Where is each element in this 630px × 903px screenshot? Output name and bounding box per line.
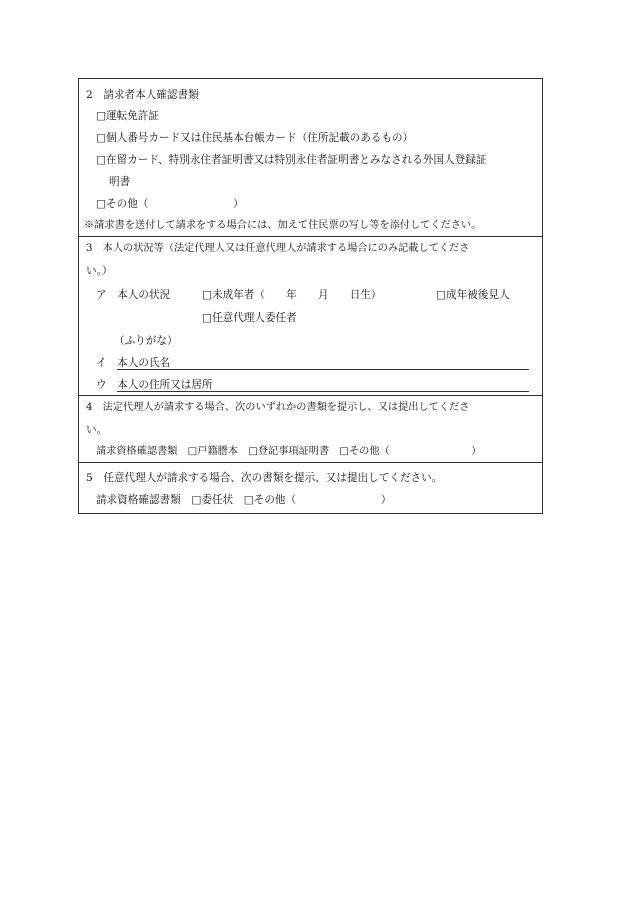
residence-card-continuation: 明書 <box>109 176 131 188</box>
section-4-heading-cont: い。 <box>86 424 108 436</box>
mail-request-note: ※請求書を送付して請求をする場合には、加えて住民票の写し等を添付してください。 <box>84 220 482 231</box>
section-2-heading: 2 請求者本人確認書類 <box>86 89 199 101</box>
section-3-heading-cont: い。） <box>86 265 113 277</box>
section-3-heading: 3 本人の状況等（法定代理人又は任意代理人が請求する場合にのみ記載してくださ <box>86 243 470 254</box>
principal-address-label: ウ 本人の住所又は居所 <box>96 379 213 391</box>
legal-agent-docs-line[interactable]: 請求資格確認書類 □戸籍謄本 □登記事項証明書 □その他（ ） <box>96 446 482 457</box>
principal-name-label: イ 本人の氏名 <box>96 357 171 369</box>
checkbox-adult-ward[interactable]: □成年被後見人 <box>436 289 510 301</box>
checkbox-minor[interactable]: □未成年者（ 年 月 日生） <box>202 289 382 301</box>
principal-status-label: ア 本人の状況 <box>96 289 171 301</box>
checkbox-other-id[interactable]: □その他（ ） <box>96 198 244 210</box>
checkbox-my-number-card[interactable]: □個人番号カード又は住民基本台帳カード（住所記載のあるもの） <box>96 132 414 144</box>
section-4-heading: 4 法定代理人が請求する場合、次のいずれかの書類を提示し、又は提出してくださ <box>86 402 470 413</box>
divider-3-4 <box>79 395 542 396</box>
principal-address-field[interactable] <box>117 391 529 392</box>
divider-2-3 <box>79 236 542 237</box>
checkbox-residence-card[interactable]: □在留カード、特別永住者証明書又は特別永住者証明書とみなされる外国人登録証 <box>96 154 487 166</box>
principal-name-field[interactable] <box>117 369 529 370</box>
checkbox-drivers-license[interactable]: □運転免許証 <box>96 110 159 122</box>
form-frame <box>78 78 543 514</box>
section-5-heading: 5 任意代理人が請求する場合、次の書類を提示、又は提出してください。 <box>86 472 443 484</box>
furigana-label: （ふりがな） <box>114 335 178 347</box>
divider-4-5 <box>79 462 542 463</box>
voluntary-agent-docs-line[interactable]: 請求資格確認書類 □委任状 □その他（ ） <box>96 494 392 506</box>
checkbox-voluntary-principal[interactable]: □任意代理人委任者 <box>202 312 297 324</box>
